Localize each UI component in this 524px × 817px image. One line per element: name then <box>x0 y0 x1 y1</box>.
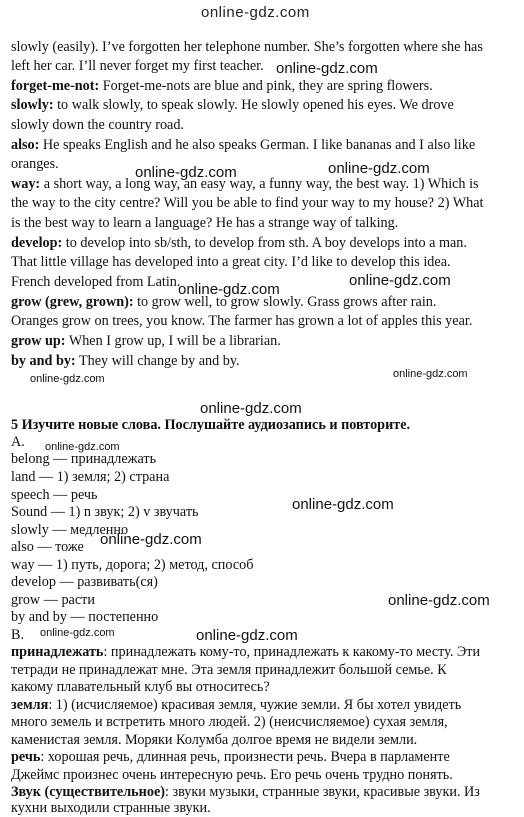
entry-prinadlezhat-line-2: тетради не принадлежат мне. Эта земля принадлежит большой семье. К <box>11 662 447 678</box>
entry-prinadlezhat-line-3: какому плавательный клуб вы относитесь? <box>11 679 270 695</box>
entry-zvuk-line-2: кухни выходили странные звуки. <box>11 800 211 816</box>
task-5-heading: 5 Изучите новые слова. Послушайте аудиозапись и повторите. <box>11 417 411 433</box>
watermark: online-gdz.com <box>178 281 280 298</box>
entry-text: They will change by and by. <box>75 353 240 369</box>
entry-zemlya <box>11 696 461 714</box>
entry-also <box>11 136 475 154</box>
entry-text: : принадлежать кому-то, принадлежать к какому-то месту. Эти <box>103 644 481 660</box>
entry-term: also: <box>11 137 40 153</box>
entry-prinadlezhat <box>11 643 480 661</box>
slowly-continuation-line-1: slowly (easily). I’ve forgotten her telephone number. She’s forgotten where she has <box>11 39 483 55</box>
entry-develop-line-3: French developed from Latin. <box>11 274 181 290</box>
entry-zemlya-line-3: каменистая земля. Моряки Колумба долгое время не видели земли. <box>11 732 418 748</box>
section-b-label: B. <box>11 627 25 643</box>
entry-text: : звуки музыки, странные звуки, красивые звуки. Из <box>164 784 480 800</box>
entry-term: way: <box>11 176 41 192</box>
entry-term: slowly: <box>11 97 54 113</box>
word-list-item: develop — развивать(ся) <box>11 574 158 590</box>
entry-term: речь <box>11 749 41 765</box>
entry-term: земля <box>11 697 49 713</box>
watermark: online-gdz.com <box>276 60 378 77</box>
entry-forget-me-not <box>11 77 433 95</box>
entry-text: : хорошая речь, длинная речь, произнести речь. Вчера в парламенте <box>40 749 450 765</box>
entry-grow-up <box>11 332 281 350</box>
word-list-item: also — тоже <box>11 539 84 555</box>
entry-text: to develop into sb/sth, to develop from sth. A boy develops into a man. <box>62 235 467 251</box>
word-list-item: way — 1) путь, дорога; 2) метод, способ <box>11 557 254 573</box>
entry-text: a short way, a long way, an easy way, a funny way, the best way. 1) Which is <box>40 176 479 192</box>
entry-text: Forget-me-nots are blue and pink, they are spring flowers. <box>99 78 433 94</box>
word-list-item: land — 1) земля; 2) страна <box>11 469 170 485</box>
word-list-item: grow — расти <box>11 592 95 608</box>
entry-term: grow (grew, grown): <box>11 294 134 310</box>
section-a-label: A. <box>11 434 25 450</box>
watermark: online-gdz.com <box>30 373 105 385</box>
watermark: online-gdz.com <box>292 496 394 513</box>
entry-text: to walk slowly, to speak slowly. He slowly opened his eyes. We drove <box>53 97 454 113</box>
entry-zemlya-line-2: много земель и встретить много людей. 2) (неисчисляемое) сухая земля, <box>11 714 448 730</box>
entry-rech <box>11 748 450 766</box>
watermark: online-gdz.com <box>100 531 202 548</box>
watermark: online-gdz.com <box>393 368 468 380</box>
entry-term: Звук (существительное) <box>11 784 165 800</box>
entry-rech-line-2: Джеймс произнес очень интересную речь. Его речь очень трудно понять. <box>11 767 453 783</box>
word-list-item: by and by — постепенно <box>11 609 159 625</box>
entry-by-and-by <box>11 352 240 370</box>
entry-term: develop: <box>11 235 63 251</box>
watermark: online-gdz.com <box>196 627 298 644</box>
watermark: online-gdz.com <box>200 400 302 417</box>
word-list-item: belong — принадлежать <box>11 451 157 467</box>
header-watermark: online-gdz.com <box>201 4 310 21</box>
entry-way <box>11 175 479 193</box>
watermark: online-gdz.com <box>135 164 237 181</box>
watermark: online-gdz.com <box>40 627 115 639</box>
watermark: online-gdz.com <box>45 441 120 453</box>
entry-text: When I grow up, I will be a librarian. <box>65 333 281 349</box>
entry-text: to grow well, to grow slowly. Grass grows after rain. <box>133 294 437 310</box>
entry-way-line-3: is the best way to learn a language? He has a strange way of talking. <box>11 215 399 231</box>
entry-develop <box>11 234 467 252</box>
entry-term: принадлежать <box>11 644 104 660</box>
entry-develop-line-2: That little village has developed into a great city. I’d like to develop this idea. <box>11 254 451 270</box>
slowly-continuation-line-2: left her car. I’ll never forget my first teacher. <box>11 58 264 74</box>
watermark: online-gdz.com <box>349 272 451 289</box>
word-list-item: slowly — медленно <box>11 522 129 538</box>
word-list-item: Sound — 1) n звук; 2) v звучать <box>11 504 199 520</box>
word-list-item: speech — речь <box>11 487 98 503</box>
entry-text: He speaks English and he also speaks German. I like bananas and I also like <box>39 137 476 153</box>
entry-slowly <box>11 96 454 114</box>
entry-text: : 1) (исчисляемое) красивая земля, чужие земли. Я бы хотел увидеть <box>48 697 462 713</box>
entry-way-line-2: the way to the city centre? Will you be able to find your way to my house? 2) What <box>11 195 484 211</box>
entry-slowly-line-2: slowly down the country road. <box>11 117 184 133</box>
entry-term: by and by: <box>11 353 76 369</box>
entry-term: forget-me-not: <box>11 78 100 94</box>
watermark: online-gdz.com <box>328 160 430 177</box>
entry-term: grow up: <box>11 333 66 349</box>
entry-grow-line-2: Oranges grow on trees, you know. The farmer has grown a lot of apples this year. <box>11 313 473 329</box>
entry-also-line-2: oranges. <box>11 156 59 172</box>
watermark: online-gdz.com <box>388 592 490 609</box>
